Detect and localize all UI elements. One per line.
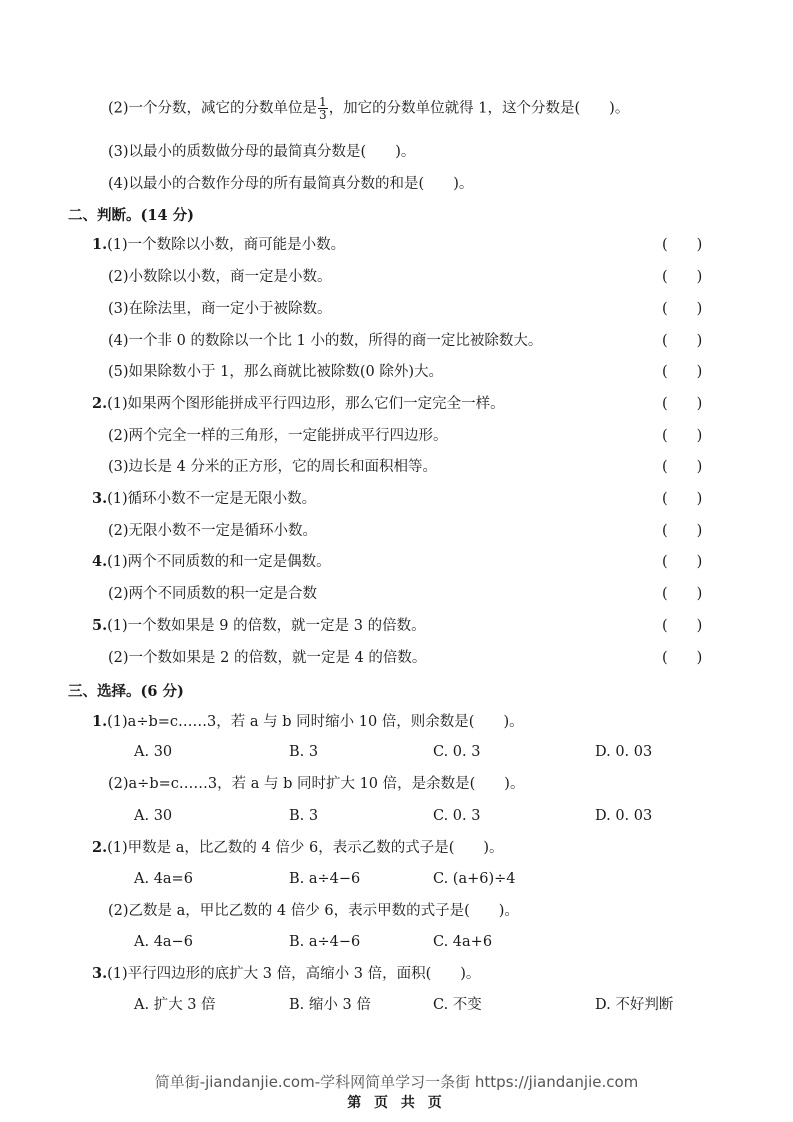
judge-text: (2)两个完全一样的三角形，一定能拼成平行四边形。 bbox=[108, 428, 448, 444]
option-c: C. 0. 3 bbox=[433, 808, 481, 824]
answer-blank[interactable]: ( ) bbox=[662, 554, 703, 570]
section-2-title: 二、判断。(14 分) bbox=[68, 207, 194, 224]
judge-item bbox=[108, 521, 317, 541]
judge-text: (2)一个数如果是 2 的倍数，就一定是 4 的倍数。 bbox=[108, 650, 427, 666]
choice-question-1-1 bbox=[92, 712, 524, 732]
answer-blank[interactable]: ( ) bbox=[662, 586, 703, 602]
judge-text: (1)一个数除以小数，商可能是小数。 bbox=[107, 237, 346, 253]
fill-question-4: (4)以最小的合数作分母的所有最简真分数的和是( )。 bbox=[108, 176, 474, 192]
section-3-title: 三、选择。(6 分) bbox=[68, 683, 184, 700]
judge-text: (3)在除法里，商一定小于被除数。 bbox=[108, 301, 332, 317]
option-c: C. 不变 bbox=[433, 997, 482, 1013]
judge-item bbox=[92, 616, 426, 636]
question-number: 1. bbox=[92, 713, 108, 730]
option-d: D. 0. 03 bbox=[595, 808, 653, 824]
option-b: B. a÷4−6 bbox=[289, 934, 361, 950]
answer-blank[interactable]: ( ) bbox=[662, 459, 703, 475]
option-a: A. 30 bbox=[134, 744, 173, 760]
judge-text: (3)边长是 4 分米的正方形，它的周长和面积相等。 bbox=[108, 459, 437, 475]
judge-text: (1)循环小数不一定是无限小数。 bbox=[107, 491, 317, 507]
choice-question-2-2: (2)乙数是 a，甲比乙数的 4 倍少 6，表示甲数的式子是( )。 bbox=[108, 903, 519, 919]
judge-item bbox=[108, 331, 542, 351]
fill-question-3: (3)以最小的质数做分母的最简真分数是( )。 bbox=[108, 144, 416, 160]
judge-text: (2)两个不同质数的积一定是合数 bbox=[108, 586, 318, 602]
judge-text: (1)一个数如果是 9 的倍数，就一定是 3 的倍数。 bbox=[107, 618, 426, 634]
option-b: B. 3 bbox=[289, 744, 319, 760]
question-number: 2. bbox=[92, 839, 108, 856]
question-number: 1. bbox=[92, 236, 108, 253]
question-number: 4. bbox=[92, 553, 108, 570]
question-text: (1)平行四边形的底扩大 3 倍，高缩小 3 倍，面积( )。 bbox=[107, 966, 481, 982]
answer-blank[interactable]: ( ) bbox=[662, 650, 703, 666]
option-b: B. a÷4−6 bbox=[289, 871, 361, 887]
judge-item bbox=[92, 552, 331, 572]
fraction-one-third: $\frac{1}{3}$ bbox=[319, 95, 327, 122]
question-number: 3. bbox=[92, 965, 108, 982]
fill-question-2-pre: (2)一个分数，减它的分数单位是 bbox=[108, 100, 318, 117]
answer-blank[interactable]: ( ) bbox=[662, 301, 703, 317]
answer-blank[interactable]: ( ) bbox=[662, 333, 703, 349]
judge-text: (1)如果两个图形能拼成平行四边形，那么它们一定完全一样。 bbox=[107, 396, 505, 412]
judge-item bbox=[108, 584, 317, 604]
answer-blank[interactable]: ( ) bbox=[662, 428, 703, 444]
question-number: 3. bbox=[92, 490, 108, 507]
option-b: B. 3 bbox=[289, 808, 319, 824]
option-b: B. 缩小 3 倍 bbox=[289, 997, 371, 1013]
option-c: C. (a+6)÷4 bbox=[433, 871, 516, 887]
judge-item bbox=[108, 362, 443, 382]
fill-question-2-post: ，加它的分数单位就得 1，这个分数是( )。 bbox=[328, 100, 630, 117]
option-a: A. 扩大 3 倍 bbox=[134, 997, 216, 1013]
question-number: 5. bbox=[92, 617, 108, 634]
option-a: A. 4a−6 bbox=[134, 934, 193, 950]
judge-item bbox=[108, 299, 332, 319]
option-d: D. 不好判断 bbox=[595, 997, 674, 1013]
option-c: C. 4a+6 bbox=[433, 934, 493, 950]
question-number: 2. bbox=[92, 395, 108, 412]
judge-text: (2)无限小数不一定是循环小数。 bbox=[108, 523, 318, 539]
answer-blank[interactable]: ( ) bbox=[662, 237, 703, 253]
answer-blank[interactable]: ( ) bbox=[662, 491, 703, 507]
answer-blank[interactable]: ( ) bbox=[662, 364, 703, 380]
judge-item bbox=[92, 489, 316, 509]
choice-question-1-2: (2)a÷b=c……3，若 a 与 b 同时扩大 10 倍，是余数是( )。 bbox=[108, 776, 525, 792]
option-a: A. 30 bbox=[134, 808, 173, 824]
watermark-text: 简单街-jiandanjie.com-学科网简单学习一条街 https://jiandanjie.com bbox=[154, 1073, 639, 1091]
option-d: D. 0. 03 bbox=[595, 744, 653, 760]
judge-text: (5)如果除数小于 1，那么商就比被除数(0 除外)大。 bbox=[108, 364, 444, 380]
judge-item bbox=[108, 457, 437, 477]
answer-blank[interactable]: ( ) bbox=[662, 523, 703, 539]
answer-blank[interactable]: ( ) bbox=[662, 618, 703, 634]
judge-item bbox=[108, 426, 448, 446]
choice-question-2-1 bbox=[92, 838, 504, 858]
question-text: (1)a÷b=c……3，若 a 与 b 同时缩小 10 倍，则余数是( )。 bbox=[107, 714, 524, 730]
question-text: (1)甲数是 a，比乙数的 4 倍少 6，表示乙数的式子是( )。 bbox=[107, 840, 504, 856]
judge-text: (1)两个不同质数的和一定是偶数。 bbox=[107, 554, 331, 570]
option-a: A. 4a=6 bbox=[134, 871, 193, 887]
judge-item bbox=[108, 267, 332, 287]
judge-text: (4)一个非 0 的数除以一个比 1 小的数，所得的商一定比被除数大。 bbox=[108, 333, 543, 349]
fill-question-2 bbox=[108, 96, 629, 121]
answer-blank[interactable]: ( ) bbox=[662, 396, 703, 412]
answer-blank[interactable]: ( ) bbox=[662, 269, 703, 285]
judge-item bbox=[92, 235, 345, 255]
option-c: C. 0. 3 bbox=[433, 744, 481, 760]
judge-text: (2)小数除以小数，商一定是小数。 bbox=[108, 269, 332, 285]
page-number: 第 页 共 页 bbox=[347, 1095, 446, 1111]
judge-item bbox=[108, 648, 426, 668]
choice-question-3-1 bbox=[92, 964, 480, 984]
judge-item bbox=[92, 394, 505, 414]
